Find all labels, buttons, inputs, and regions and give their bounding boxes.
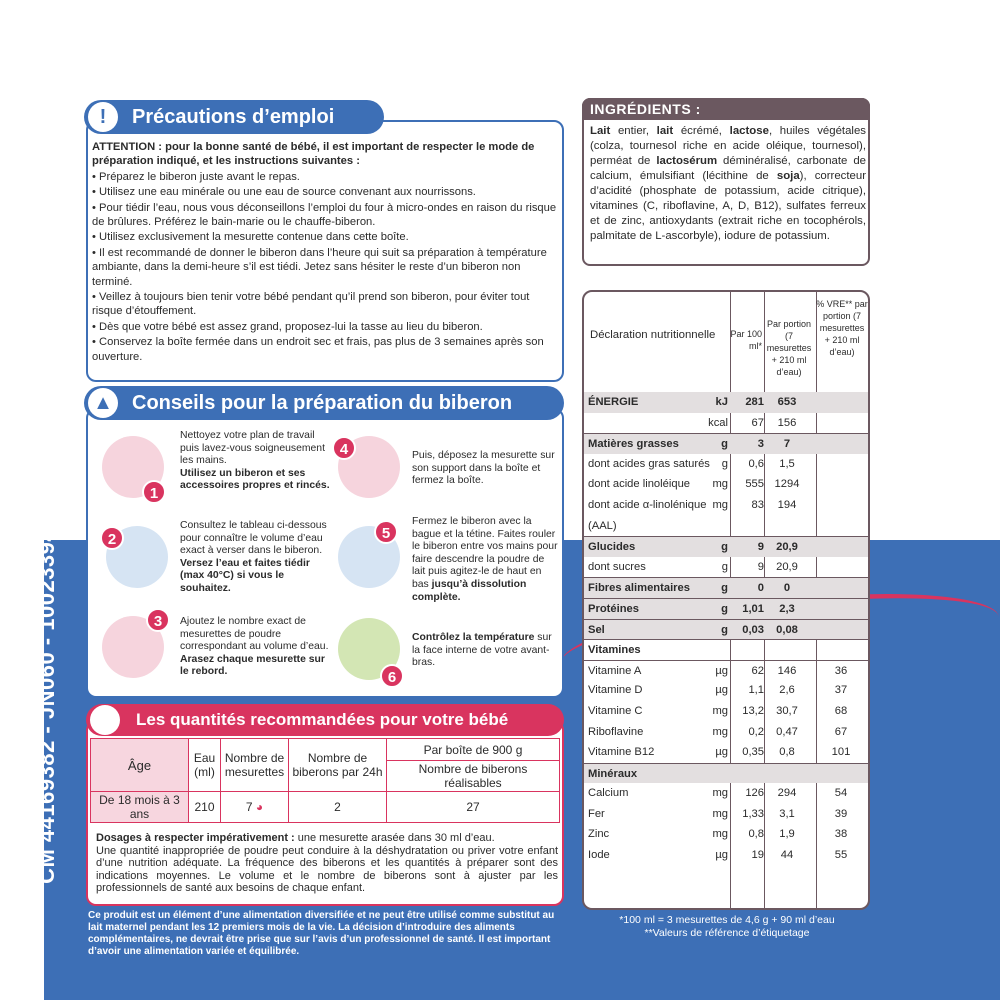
nutrition-cell-v2: 1,5: [779, 457, 795, 470]
step-3-number: 3: [146, 608, 170, 632]
step-1-desc: Nettoyez votre plan de travail puis lavez-vous soigneusement les mains.: [180, 430, 325, 467]
nutrition-cell-u: mg: [712, 498, 728, 511]
step-5-bold: jusqu’à dissolution complète.: [412, 578, 527, 603]
step-6-desc: sur la face interne de votre avant-bras.: [412, 632, 552, 669]
nutrition-cell-v3: 101: [831, 746, 851, 759]
nutrition-footnotes: [582, 914, 872, 940]
quantites-note: [96, 832, 558, 895]
nutrition-cell-u: µg: [715, 684, 728, 697]
nutrition-cell-v1: 1,1: [748, 684, 764, 697]
nutrition-rows: [584, 392, 868, 866]
step-4-desc: Puis, déposez la mesurette sur son support dans la boîte et fermez la boîte.: [412, 450, 555, 487]
nutrition-cell-n: dont sucres: [588, 560, 646, 573]
step-2-number: 2: [100, 526, 124, 550]
nutrition-cell-n: Fibres alimentaires: [588, 582, 690, 595]
nutrition-row: [584, 845, 868, 866]
dosage-text: une mesurette arasée dans 30 ml d’eau.: [294, 832, 495, 844]
nutrition-row: [584, 557, 868, 578]
nut-head-label: Déclaration nutritionnelle: [590, 329, 716, 341]
quantites-note-text: Une quantité inappropriée de poudre peut conduire à la déshydratation ou priver votre enfant d’une nutrition adéquate. La fréquence des biberons et les quantités à préparer sont des indications moyennes. Le volume et le nombre de biberons sont à ajuster par les professionnels de santé aux besoins de chaque enfant.: [96, 844, 558, 895]
bottom-legal-note: Ce produit est un élément d’une alimentation diversifiée et ne peut être utilisé comme substitut au lait maternel pendant les 12 premiers mois de la vie. La décision d’introduire des aliments complémentaires, ne devrait être prise que sur l’avis d’un professionnel de santé. Il est important d’avoir une alimentation variée et équilibrée.: [88, 910, 555, 957]
precaution-item: • Préparez le biberon juste avant le repas.: [92, 170, 300, 183]
ingr-text: déminéralisé, carbonate de calcium, émulsifiant (lécithine de: [590, 155, 866, 182]
ingr-bold: lactose: [729, 125, 769, 137]
nutrition-cell-v1: 0,6: [748, 457, 764, 470]
nutrition-cell-v3: 39: [834, 807, 848, 820]
nutrition-cell-v1: 9: [757, 541, 764, 554]
exclamation-icon: !: [88, 102, 118, 132]
nutrition-row: [584, 433, 868, 454]
precautions-intro: ATTENTION : pour la bonne santé de bébé, il est important de respecter le mode de préparation indiqué, et les instructions suivantes :: [92, 141, 535, 168]
step-6-bold: Contrôlez la température: [412, 632, 535, 643]
nutrition-cell-v2: 0,08: [776, 623, 798, 636]
qty-header-mesurettes: Nombre de mesurettes: [221, 739, 289, 792]
nutrition-row: [584, 660, 868, 681]
nutrition-cell-v1: 0,8: [748, 828, 764, 841]
nutrition-cell-v2: 0,8: [779, 746, 795, 759]
step-1-text: [180, 430, 330, 493]
nutrition-cell-u: mg: [712, 704, 728, 717]
qty-row-mesurettes-value: 7: [245, 800, 253, 814]
nutrition-cell-v1: 13,2: [742, 704, 764, 717]
nutrition-cell-u: g: [721, 457, 728, 470]
precaution-item: • Il est recommandé de donner le biberon dans l’heure qui suit sa préparation à température ambiante, dans la demi-heure s’il est tiédi. Jetez sans hésiter le reste d’un biberon non terminé.: [92, 246, 547, 288]
nutrition-row: [584, 783, 868, 804]
nutrition-cell-v2: 20,9: [776, 541, 798, 554]
nutrition-cell-v2: 653: [777, 396, 797, 408]
ingr-bold: soja: [776, 170, 800, 182]
nutrition-row: [584, 824, 868, 845]
nutrition-cell-v1: 67: [751, 416, 764, 429]
step-5-desc: Fermez le biberon avec la bague et la tétine. Faites rouler le biberon entre vos mains pour faire descendre la poudre de lait puis agitez-le de haut en bas: [412, 516, 558, 590]
nutrition-cell-v3: 38: [834, 828, 848, 841]
nutrition-cell-v2: 0: [783, 582, 791, 595]
nutrition-cell-u: mg: [712, 828, 728, 841]
precaution-item: • Utilisez exclusivement la mesurette contenue dans cette boîte.: [92, 231, 409, 244]
nutrition-cell-v2: 294: [777, 787, 797, 800]
step-2-desc: Consultez le tableau ci-dessous pour connaître le volume d’eau exact à verser dans le biberon.: [180, 520, 327, 557]
precautions-title: Précautions d’emploi: [132, 106, 335, 128]
ingredients-title: INGRÉDIENTS :: [582, 98, 870, 120]
nutrition-cell-n: Iode: [588, 849, 610, 862]
conseils-header: [84, 386, 564, 420]
nutrition-cell-v2: 2,3: [779, 602, 795, 615]
nutrition-cell-n: dont acide linoléique: [588, 478, 691, 491]
ingredients-text: [590, 124, 866, 244]
qty-row-age: De 18 mois à 3 ans: [91, 792, 189, 823]
step-1-number: 1: [142, 480, 166, 504]
nutrition-cell-v2: 146: [777, 664, 797, 677]
nutrition-cell-v2: 44: [780, 849, 794, 862]
nutrition-row: [584, 516, 868, 537]
nutrition-cell-v3: 37: [834, 684, 848, 697]
step-5-number: 5: [374, 520, 398, 544]
nutrition-cell-v2: 20,9: [776, 560, 798, 573]
precaution-item: • Utilisez une eau minérale ou une eau de source convenant aux nourrissons.: [92, 186, 476, 199]
step-3-desc: Ajoutez le nombre exact de mesurettes de poudre correspondant au volume d’eau.: [180, 616, 329, 653]
nutrition-row: [584, 680, 868, 701]
nutrition-cell-v2: 30,7: [776, 704, 798, 717]
nutrition-row: [584, 763, 868, 784]
step-4-number: 4: [332, 436, 356, 460]
nutrition-cell-u: mg: [712, 807, 728, 820]
qty-header-realisables: Nombre de biberons réalisables: [387, 761, 560, 792]
nutrition-cell-n: ÉNERGIE: [588, 396, 639, 408]
scoop-icon: [90, 705, 120, 735]
ingr-text: , huiles végétales (colza, tournesol riche en acide oléique, tournesol), perméat de: [590, 125, 866, 167]
nutrition-cell-u: µg: [715, 664, 728, 677]
nutrition-cell-v1: 126: [745, 787, 764, 800]
nutrition-cell-u: g: [721, 582, 728, 595]
baby-bottle-icon: ▲: [88, 388, 118, 418]
nutrition-cell-v3: 55: [834, 849, 848, 862]
precautions-body: [92, 140, 558, 365]
nutrition-cell-n: Fer: [588, 807, 605, 820]
precaution-item: • Veillez à toujours bien tenir votre bébé pendant qu’il prend son biberon, pour éviter tout risque d’étouffement.: [92, 291, 530, 318]
nutrition-row: [584, 619, 868, 640]
nutrition-cell-v2: 156: [777, 416, 797, 429]
nutrition-cell-v1: 0,35: [742, 746, 764, 759]
nutrition-cell-n: dont acide α-linolénique: [588, 498, 707, 511]
nutrition-cell-n: Zinc: [588, 828, 610, 841]
footnote-2: **Valeurs de référence d’étiquetage: [644, 927, 810, 939]
nutrition-cell-n: Glucides: [588, 541, 636, 554]
nutrition-cell-v3: 36: [834, 664, 848, 677]
qty-header-age: Âge: [91, 739, 189, 792]
nutrition-cell-n: Protéines: [588, 602, 639, 615]
nutrition-cell-v1: 0: [757, 582, 764, 595]
ingr-bold: lait: [656, 125, 674, 137]
nutrition-cell-u: mg: [712, 787, 728, 800]
quantites-header: [86, 704, 564, 736]
ingr-text: ), correcteur d’acidité (phosphate de potassium, acide citrique), vitamines (C, riboflavine, A, D, B12), sulfates ferreux et de zinc, antioxydants (extrait riche en tocophérols, palmitate de L-ascorbyle), iodure de potassium.: [590, 170, 866, 242]
nutrition-cell-u: kcal: [708, 416, 728, 429]
qty-header-biberons: Nombre de biberons par 24h: [289, 739, 387, 792]
nutrition-cell-v1: 62: [751, 664, 764, 677]
nutrition-cell-v1: 281: [745, 396, 764, 408]
nutrition-row: [584, 495, 868, 516]
nutrition-row: [584, 598, 868, 619]
qty-row-mesurettes: [221, 792, 289, 823]
footnote-1: *100 ml = 3 mesurettes de 4,6 g + 90 ml d’eau: [619, 914, 835, 926]
nutrition-cell-u: g: [721, 541, 728, 554]
nutrition-cell-u: kJ: [715, 396, 728, 408]
qty-row-eau: 210: [189, 792, 221, 823]
quantites-table: [90, 738, 560, 823]
nutrition-row: [584, 413, 868, 434]
nutrition-cell-v3: 54: [834, 787, 848, 800]
precaution-item: • Conservez la boîte fermée dans un endroit sec et frais, pas plus de 3 semaines après son ouverture.: [92, 336, 544, 363]
ingr-bold: Lait: [590, 125, 611, 137]
step-3-text: [180, 616, 330, 679]
step-2-text: [180, 520, 330, 596]
step-6-number: 6: [380, 664, 404, 688]
nutrition-cell-n: Vitamine B12: [588, 746, 655, 759]
nutrition-cell-v2: 0,47: [776, 725, 798, 738]
nutrition-cell-v2: 1,9: [779, 828, 795, 841]
nutrition-cell-v1: 19: [751, 849, 764, 862]
nutrition-cell-v1: 1,01: [742, 602, 764, 615]
step-2-bold: Versez l’eau et faites tiédir (max 40°C) si vous le souhaitez.: [180, 557, 310, 594]
nutrition-cell-v2: 3,1: [779, 807, 795, 820]
nutrition-cell-v1: 83: [751, 498, 764, 511]
nutrition-cell-v1: 0,03: [742, 623, 764, 636]
nutrition-cell-n: Calcium: [588, 787, 629, 800]
precaution-item: • Dès que votre bébé est assez grand, proposez-lui la tasse au lieu du biberon.: [92, 320, 483, 333]
nutrition-cell-u: g: [721, 438, 728, 451]
nutrition-cell-v1: 0,2: [748, 725, 764, 738]
quantites-title: Les quantités recommandées pour votre bébé: [136, 710, 509, 729]
nut-head-portion: Par portion (7 mesurettes + 210 ml d’eau): [766, 319, 812, 377]
nutrition-cell-n: Minéraux: [588, 767, 638, 780]
nutrition-row: [584, 639, 868, 660]
nutrition-cell-u: µg: [715, 746, 728, 759]
qty-header-eau: Eau (ml): [189, 739, 221, 792]
nut-head-vre: % VRE** par portion (7 mesurettes + 210 ml d’eau): [816, 299, 868, 357]
nutrition-row: [584, 536, 868, 557]
ingr-text: écrémé,: [673, 125, 730, 137]
nutrition-cell-n: (AAL): [588, 519, 617, 532]
nutrition-cell-v3: 67: [834, 725, 848, 738]
nutrition-cell-n: Sel: [588, 623, 605, 636]
step-4-text: [412, 450, 560, 488]
nutrition-cell-v1: 9: [757, 560, 764, 573]
dosage-bold: Dosages à respecter impérativement :: [96, 832, 295, 844]
nutrition-row: [584, 804, 868, 825]
qty-row-realisables: 27: [387, 792, 560, 823]
nutrition-cell-n: Vitamine D: [588, 684, 643, 697]
nutrition-header: [582, 290, 870, 390]
nutrition-row: [584, 701, 868, 722]
step-5-text: [412, 516, 560, 604]
nutrition-cell-v2: 194: [777, 498, 797, 511]
nutrition-cell-v1: 1,33: [742, 807, 764, 820]
step-1-bold: Utilisez un biberon et ses accessoires propres et rincés.: [180, 467, 330, 492]
nutrition-cell-v2: 2,6: [779, 684, 795, 697]
precaution-item: • Pour tiédir l’eau, nous vous déconseillons l’emploi du four à micro-ondes en raison du risque de brûlures. Préférez le bain-marie ou le chauffe-biberon.: [92, 201, 557, 229]
nutrition-cell-u: g: [721, 602, 728, 615]
nutrition-cell-n: Vitamine A: [588, 664, 642, 677]
nutrition-row: [584, 392, 868, 413]
side-product-code: CM 44169382 - JN060 - 100233940: [34, 516, 59, 884]
nutrition-cell-v1: 555: [745, 478, 764, 491]
precautions-header: [84, 100, 384, 134]
qty-header-par-boite: Par boîte de 900 g: [387, 739, 560, 761]
nutrition-row: [584, 742, 868, 763]
nutrition-cell-v2: 7: [783, 438, 791, 451]
nutrition-row: [584, 722, 868, 743]
nutrition-cell-n: dont acides gras saturés: [588, 457, 710, 470]
nutrition-row: [584, 454, 868, 475]
conseils-title: Conseils pour la préparation du biberon: [132, 392, 513, 414]
nutrition-cell-v1: 3: [757, 438, 764, 451]
nutrition-cell-n: Vitamine C: [588, 704, 643, 717]
qty-row-biberons: 2: [289, 792, 387, 823]
nutrition-cell-v2: 1294: [774, 478, 800, 491]
step-3-bold: Arasez chaque mesurette sur le rebord.: [180, 653, 325, 678]
nutrition-cell-u: µg: [715, 849, 728, 862]
nutrition-cell-u: g: [721, 560, 728, 573]
nutrition-cell-u: mg: [712, 725, 728, 738]
nutrition-row: [584, 474, 868, 495]
nutrition-cell-n: Vitamines: [588, 644, 641, 657]
ingr-bold: lactosérum: [656, 155, 718, 167]
nutrition-cell-u: mg: [712, 478, 728, 491]
nutrition-cell-n: Riboflavine: [588, 725, 644, 738]
nutrition-cell-v3: 68: [834, 704, 848, 717]
nutrition-cell-n: Matières grasses: [588, 438, 679, 451]
scoop-small-icon: ◕: [255, 800, 264, 814]
nut-head-par100: Par 100 ml*: [730, 329, 762, 351]
nutrition-row: [584, 577, 868, 598]
ingr-text: entier,: [610, 125, 657, 137]
nutrition-cell-u: g: [721, 623, 728, 636]
step-6-text: [412, 632, 560, 670]
